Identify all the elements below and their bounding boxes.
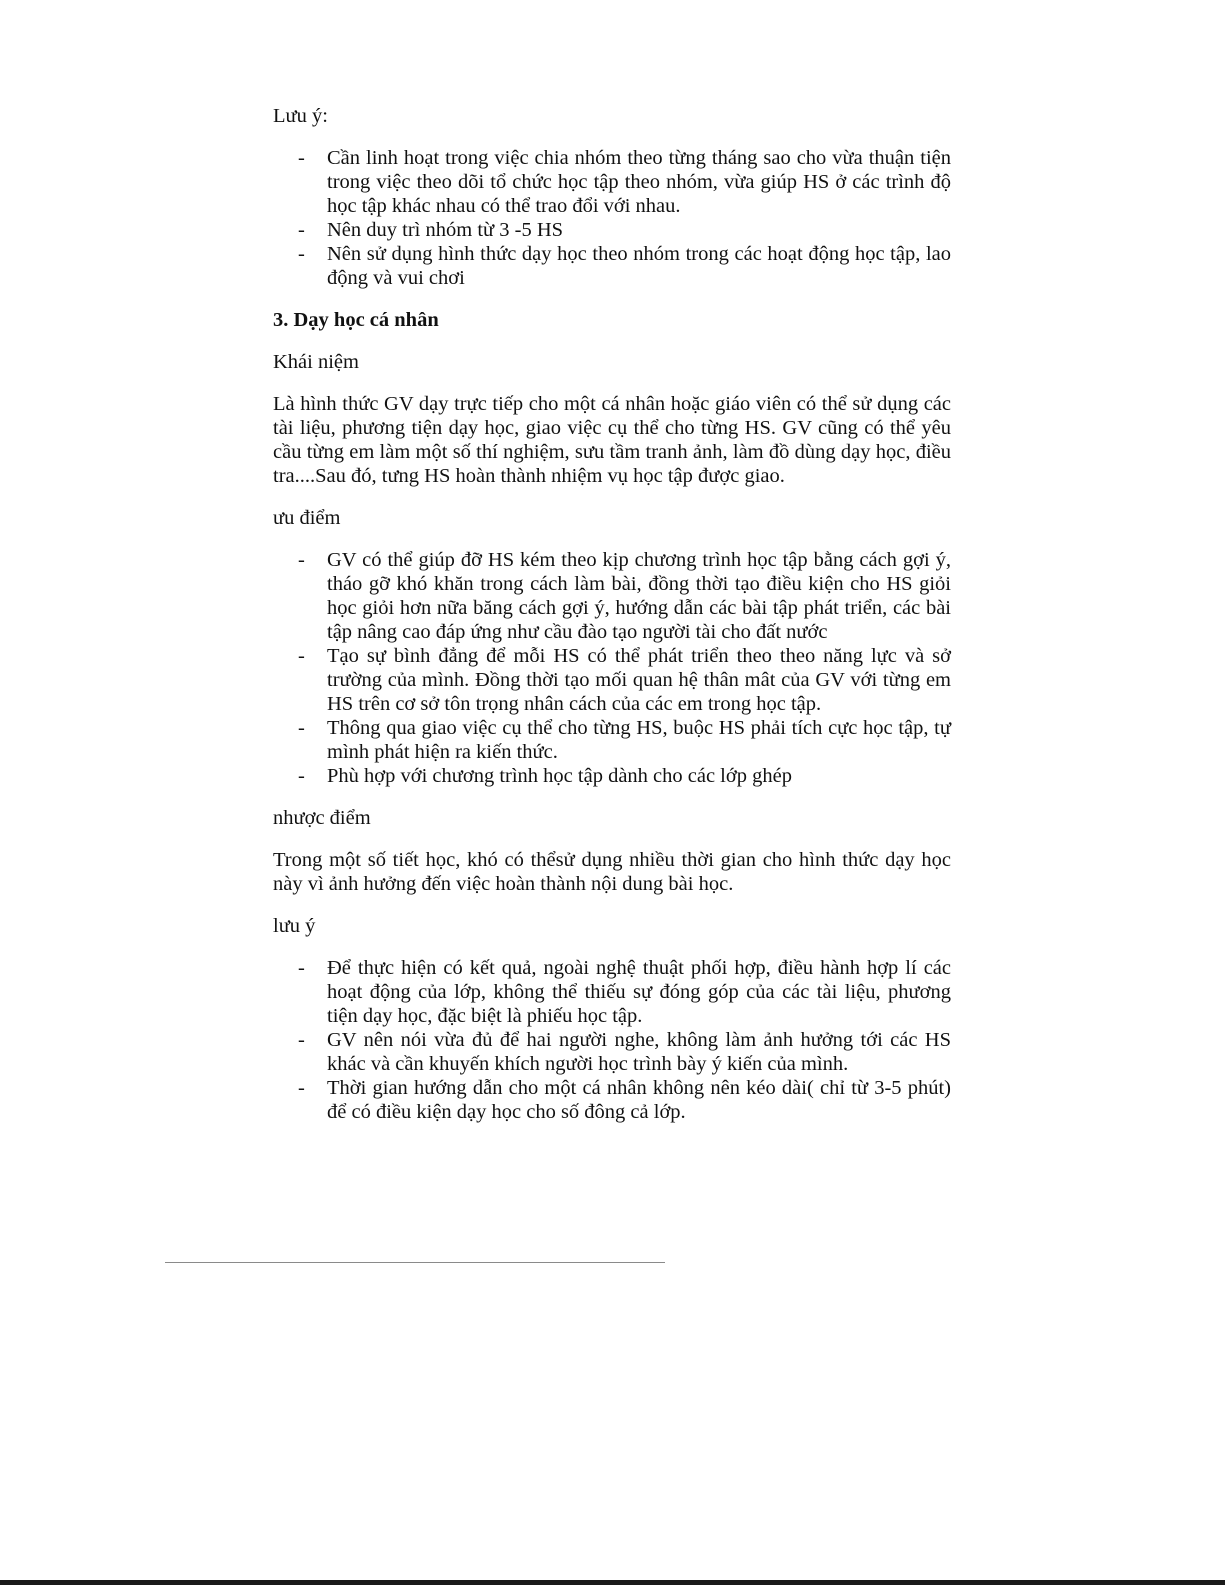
bullet-dash: - (298, 549, 305, 571)
disadvantages-paragraph: Trong một số tiết học, khó có thểsử dụng nhiều thời gian cho hình thức dạy học này vì ảnh hưởng đến việc hoàn thành nội dung bài học. (273, 849, 951, 895)
concept-paragraph: Là hình thức GV dạy trực tiếp cho một cá nhân hoặc giáo viên có thể sử dụng các tài liệu, phương tiện dạy học, giao việc cụ thể cho từng HS. GV cũng có thể yêu cầu từng em làm một số thí nghiệm, sưu tầm tranh ảnh, làm đồ dùng dạy học, điều tra....Sau đó, tưng HS hoàn thành nhiệm vụ học tập được giao. (273, 393, 951, 487)
list-item: - Nên duy trì nhóm từ 3 -5 HS (298, 219, 564, 241)
list-item: - GV nên nói vừa đủ để hai người nghe, không làm ảnh hưởng tới các HS khác và cần khuyến khích người học trình bày ý kiến của mình. (298, 1029, 951, 1075)
page-bottom-edge (0, 1580, 1225, 1585)
bullet-dash: - (298, 243, 305, 265)
bullet-dash: - (298, 765, 305, 787)
section-heading: 3. Dạy học cá nhân (273, 309, 439, 331)
list-item: - Nên sử dụng hình thức dạy học theo nhóm trong các hoạt động học tập, lao động và vui chơi (298, 243, 951, 289)
bullet-dash: - (298, 957, 305, 979)
note-list (273, 146, 951, 290)
list-item: - Tạo sự bình đẳng để mỗi HS có thể phát triển theo theo năng lực và sở trường của mình. Đồng thời tạo mối quan hệ thân mât của GV với từng em HS trên cơ sở tôn trọng nhân cách của các em trong học tập. (298, 645, 951, 715)
list-item: - Phù hợp với chương trình học tập dành cho các lớp ghép (298, 765, 792, 787)
list-item: - Để thực hiện có kết quả, ngoài nghệ thuật phối hợp, điều hành hợp lí các hoạt động của lớp, không thể thiếu sự đóng góp của các tài liệu, phương tiện dạy học, đặc biệt là phiếu học tập. (298, 957, 951, 1027)
concept-label: Khái niệm (273, 351, 359, 373)
bullet-dash: - (298, 219, 305, 241)
document-body (273, 104, 951, 1124)
disadvantages-label: nhược điểm (273, 807, 371, 829)
footnote-divider (165, 1262, 665, 1263)
advantages-list (273, 548, 951, 788)
note-label: Lưu ý: (273, 105, 328, 127)
list-item: - Thời gian hướng dẫn cho một cá nhân không nên kéo dài( chỉ từ 3-5 phút) để có điều kiện dạy học cho số đông cả lớp. (298, 1077, 951, 1123)
notes-label: lưu ý (273, 915, 316, 937)
advantages-label: ưu điểm (273, 507, 341, 529)
list-item: - GV có thể giúp đỡ HS kém theo kịp chương trình học tập bằng cách gợi ý, tháo gỡ khó khăn trong cách làm bài, đồng thời tạo điều kiện cho HS giỏi học giỏi hơn nữa băng cách gợi ý, hướng dẫn các bài tập phát triển, các bài tập nâng cao đáp ứng như cầu đào tạo người tài cho đất nước (298, 549, 951, 643)
list-item: - Cần linh hoạt trong việc chia nhóm theo từng tháng sao cho vừa thuận tiện trong việc theo dõi tổ chức học tập theo nhóm, vừa giúp HS ở các trình độ học tập khác nhau có thể trao đổi với nhau. (298, 147, 951, 217)
notes-list (273, 956, 951, 1124)
bullet-dash: - (298, 645, 305, 667)
bullet-dash: - (298, 1077, 305, 1099)
bullet-dash: - (298, 717, 305, 739)
list-item: - Thông qua giao việc cụ thể cho từng HS, buộc HS phải tích cực học tập, tự mình phát hiện ra kiến thức. (298, 717, 951, 763)
bullet-dash: - (298, 147, 305, 169)
bullet-dash: - (298, 1029, 305, 1051)
